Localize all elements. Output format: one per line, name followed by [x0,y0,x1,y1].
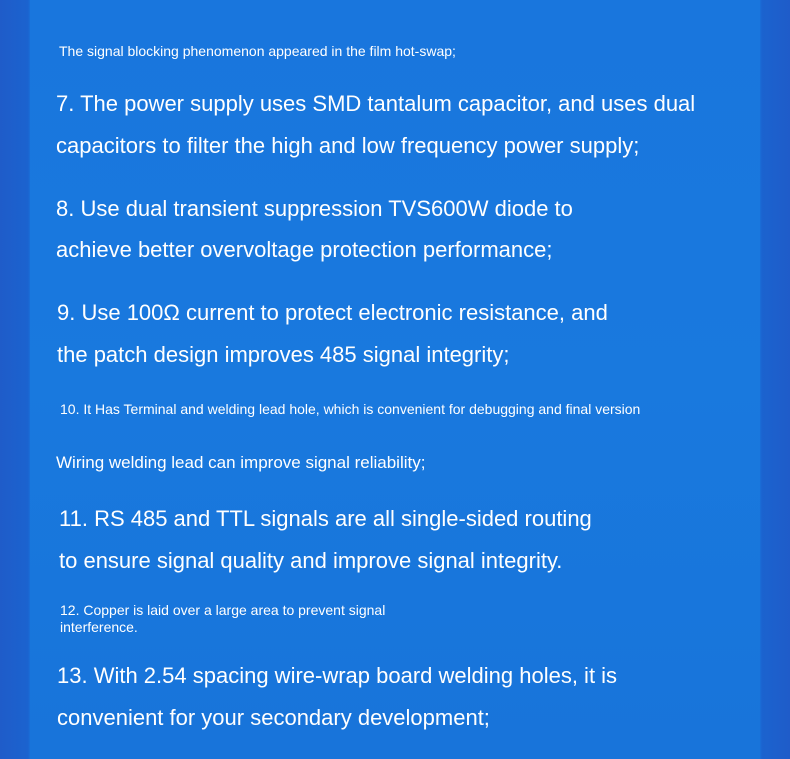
text-line-8b: achieve better overvoltage protection performance; [56,237,553,262]
text-line-12a: 12. Copper is laid over a large area to prevent signal [60,602,386,618]
text-line-11a: 11. RS 485 and TTL signals are all single-sided routing [59,506,592,531]
watermark-1: ​ [637,150,643,166]
text-line-13b: convenient for your secondary development; [57,705,490,730]
text-line-7a: 7. The power supply uses SMD tantalum capacitor, and uses dual [56,91,696,116]
text-line-9a: 9. Use 100Ω current to protect electronic resistance, and [57,300,608,325]
text-line-10a: 10. It Has Terminal and welding lead hole, which is convenient for debugging and final version [60,401,641,417]
text-line-11b: to ensure signal quality and improve signal integrity. [59,548,563,573]
text-line-7b: capacitors to filter the high and low frequency power supply; [56,133,640,158]
text-line-10b: Wiring welding lead can improve signal reliability; [56,453,426,472]
text-line-12b: interference. [60,619,138,635]
text-line-8a: 8. Use dual transient suppression TVS600W diode to [56,196,573,221]
text-line-9b: the patch design improves 485 signal integrity; [57,342,510,367]
text-line-13a: 13. With 2.54 spacing wire-wrap board welding holes, it is [57,663,618,688]
text-line-1: The signal blocking phenomenon appeared in the film hot-swap; [59,43,456,59]
